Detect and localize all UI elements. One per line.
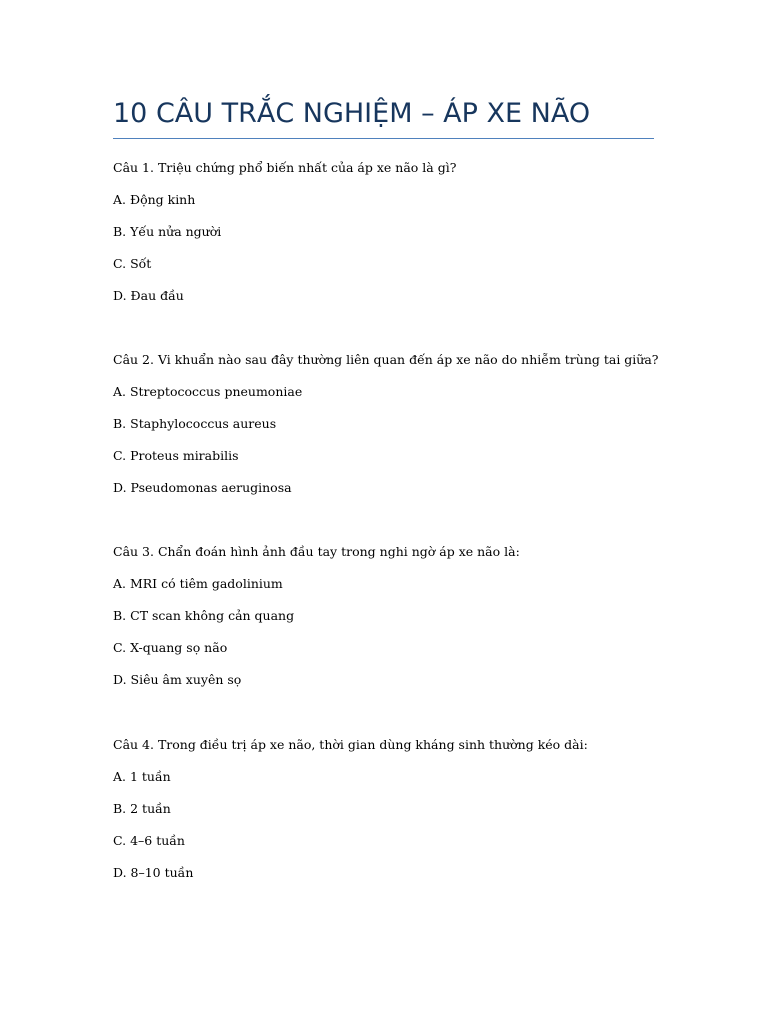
question-1-option-b: B. Yếu nửa người [113, 224, 222, 239]
question-3-option-d: D. Siêu âm xuyên sọ [113, 672, 242, 687]
question-4-text: Câu 4. Trong điều trị áp xe não, thời gian dùng kháng sinh thường kéo dài: [113, 737, 588, 752]
question-3-option-a: A. MRI có tiêm gadolinium [113, 576, 283, 591]
question-4-option-b: B. 2 tuần [113, 801, 171, 816]
question-1-text: Câu 1. Triệu chứng phổ biến nhất của áp xe não là gì? [113, 160, 457, 175]
question-2-option-c: C. Proteus mirabilis [113, 448, 239, 463]
question-2-option-b: B. Staphylococcus aureus [113, 416, 277, 431]
title-underline [113, 138, 654, 139]
question-3-text: Câu 3. Chẩn đoán hình ảnh đầu tay trong nghi ngờ áp xe não là: [113, 544, 520, 559]
question-4-option-d: D. 8–10 tuần [113, 865, 194, 880]
question-1-option-c: C. Sốt [113, 256, 152, 271]
document-title: 10 CÂU TRẮC NGHIỆM – ÁP XE NÃO [113, 98, 591, 129]
question-2-text: Câu 2. Vi khuẩn nào sau đây thường liên quan đến áp xe não do nhiễm trùng tai giữa? [113, 352, 659, 367]
question-3-option-c: C. X-quang sọ não [113, 640, 228, 655]
question-3-option-b: B. CT scan không cản quang [113, 608, 295, 623]
question-2-option-a: A. Streptococcus pneumoniae [113, 384, 303, 399]
question-1-option-a: A. Động kinh [113, 192, 196, 207]
question-1-option-d: D. Đau đầu [113, 288, 184, 303]
question-4-option-a: A. 1 tuần [113, 769, 171, 784]
question-4-option-c: C. 4–6 tuần [113, 833, 185, 848]
question-2-option-d: D. Pseudomonas aeruginosa [113, 480, 292, 495]
